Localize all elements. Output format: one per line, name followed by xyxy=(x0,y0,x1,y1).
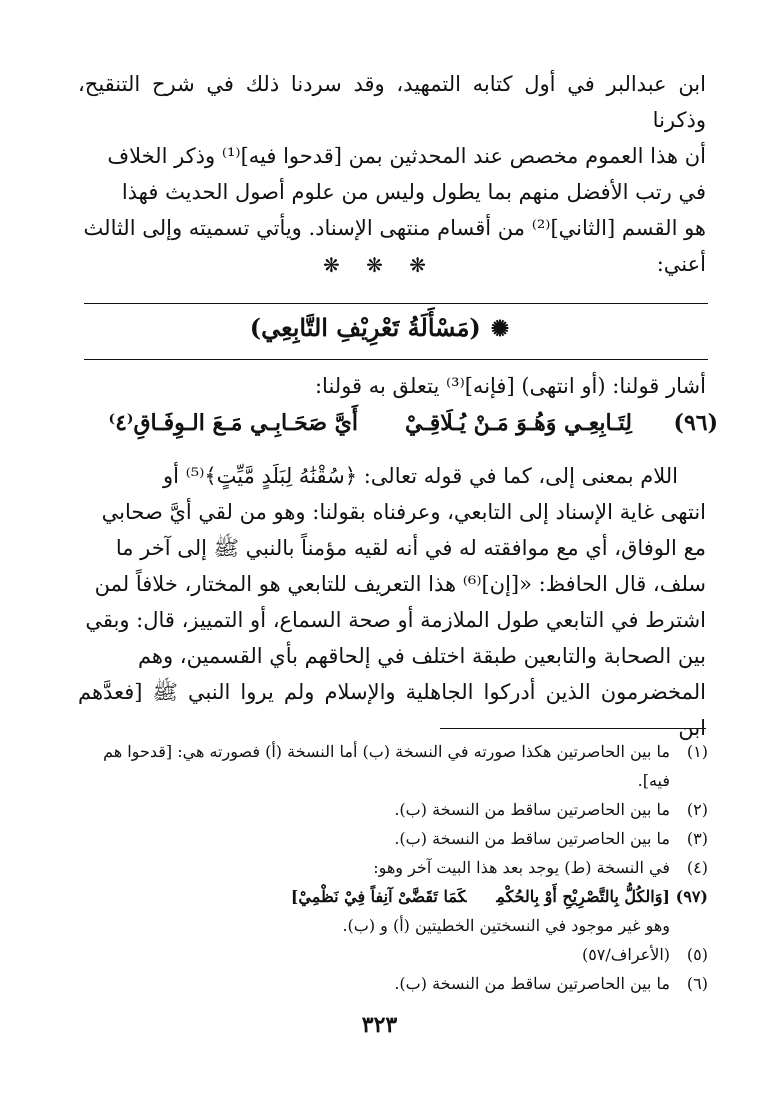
paragraph-line: اشترط في التابعي طول الملازمة أو صحة السماع، أو التمييز، قال: وبقي xyxy=(85,608,706,632)
paragraph-line: بين الصحابة والتابعين طبقة اختلف في إلحاقهم بأي القسمين، وهم xyxy=(137,644,706,668)
paragraph-line: مع الوفاق، أي مع موافقته له في أنه لقيه مؤمناً بالنبي ﷺ إلى آخر ما xyxy=(115,536,706,560)
paragraph-1 xyxy=(78,66,706,282)
paragraph-line: انتهى غاية الإسناد إلى التابعي، وعرفناه بقولنا: وهو من لقي أيَّ صحابي xyxy=(101,500,706,524)
footnote-number: (٥) xyxy=(686,945,708,964)
intro-line: أشار قولنا: (أو انتهى) [فإنه]⁽³⁾ يتعلق به قولنا: xyxy=(314,374,706,398)
verse-hemistich-1: لِتَـابِعِـي وَهُـوَ مَـنْ يُـلَاقِـيْ xyxy=(405,410,632,436)
paragraph-line: في رتب الأفضل منهم بما يطول وليس من علوم أصول الحديث فهذا xyxy=(121,180,706,204)
footnote-2 xyxy=(78,795,708,824)
footnote-number: (٦) xyxy=(686,974,708,993)
section-separator: ❋ ❋ ❋ xyxy=(323,253,436,277)
footnote-number: (٣) xyxy=(686,829,708,848)
footnote-number: (٢) xyxy=(686,800,708,819)
footnote-verse-97 xyxy=(78,882,708,911)
paragraph-line: اللام بمعنى إلى، كما في قوله تعالى: ﴿سُقْنَٰهُ لِبَلَدٍ مَّيِّتٍ﴾⁽⁵⁾ أو xyxy=(162,464,678,488)
paragraph-line: سلف، قال الحافظ: «[إن]⁽⁶⁾ هذا التعريف للتابعي هو المختار، خلافاً لمن xyxy=(94,572,706,596)
footnote-verse-number: (٩٧) xyxy=(675,887,708,906)
palm-ornament-icon: ✺ xyxy=(490,316,510,342)
footnote-4-continuation: وهو غير موجود في النسختين الخطيتين (أ) و (ب). xyxy=(342,916,670,935)
paragraph-line: هو القسم [الثاني]⁽²⁾ من أقسام منتهى الإسناد. ويأتي تسميته وإلى الثالث xyxy=(83,216,706,240)
footnote-text: (الأعراف/٥٧) xyxy=(581,945,670,964)
verse-number: (٩٦) xyxy=(673,410,718,436)
footnote-text: ما بين الحاصرتين ساقط من النسخة (ب). xyxy=(394,800,670,819)
section-title: (مَسْأَلَةُ تَعْرِيْفِ التَّابِعِي) xyxy=(249,313,481,342)
paragraph-line: أعني: xyxy=(656,252,706,276)
paragraph-line: أن هذا العموم مخصص عند المحدثين بمن [قدحوا فيه]⁽¹⁾ وذكر الخلاف xyxy=(107,144,706,168)
footnote-4 xyxy=(78,853,708,882)
section-heading xyxy=(0,313,759,342)
verse-96 xyxy=(66,410,718,450)
verse-hemistich-2: أَيَّ صَحَـابِـي مَـعَ الـوِفَـاقِ⁽٤⁾ xyxy=(108,410,358,436)
paragraph-2 xyxy=(78,458,706,746)
footnote-6 xyxy=(78,969,708,998)
paragraph-line: المخضرمون الذين أدركوا الجاهلية والإسلام ولم يروا النبي ﷺ [فعدَّهم ابن xyxy=(78,680,706,740)
footnote-verse-hemistich-1: [وَالكُلُّ بِالتَّصْرِيْحِ أَوْ بِالحُكْمِ xyxy=(496,887,670,906)
footnote-3 xyxy=(78,824,708,853)
footnote-number: (١) xyxy=(686,742,708,761)
footnote-text: ما بين الحاصرتين هكذا صورته في النسخة (ب) أما النسخة (أ) فصورته هي: [قدحوا هم فيه]. xyxy=(103,742,670,790)
footnote-verse-hemistich-2: كَمَا تَقَضَّىْ آنِفاً فِيْ نَظْمِيْ] xyxy=(290,887,467,906)
footnote-text: ما بين الحاصرتين ساقط من النسخة (ب). xyxy=(394,829,670,848)
footnote-text: في النسخة (ط) يوجد بعد هذا البيت آخر وهو: xyxy=(373,858,670,877)
footnotes xyxy=(78,737,708,998)
page-number: ٣٢٣ xyxy=(361,1012,398,1038)
footnote-5 xyxy=(78,940,708,969)
footnote-separator xyxy=(440,728,706,729)
paragraph-line: ابن عبدالبر في أول كتابه التمهيد، وقد سردنا ذلك في شرح التنقيح، وذكرنا xyxy=(78,72,706,132)
heading-top-rule xyxy=(84,303,708,304)
footnote-number: (٤) xyxy=(686,858,708,877)
heading-bottom-rule xyxy=(84,359,708,360)
footnote-1 xyxy=(78,737,708,795)
footnote-text: ما بين الحاصرتين ساقط من النسخة (ب). xyxy=(394,974,670,993)
